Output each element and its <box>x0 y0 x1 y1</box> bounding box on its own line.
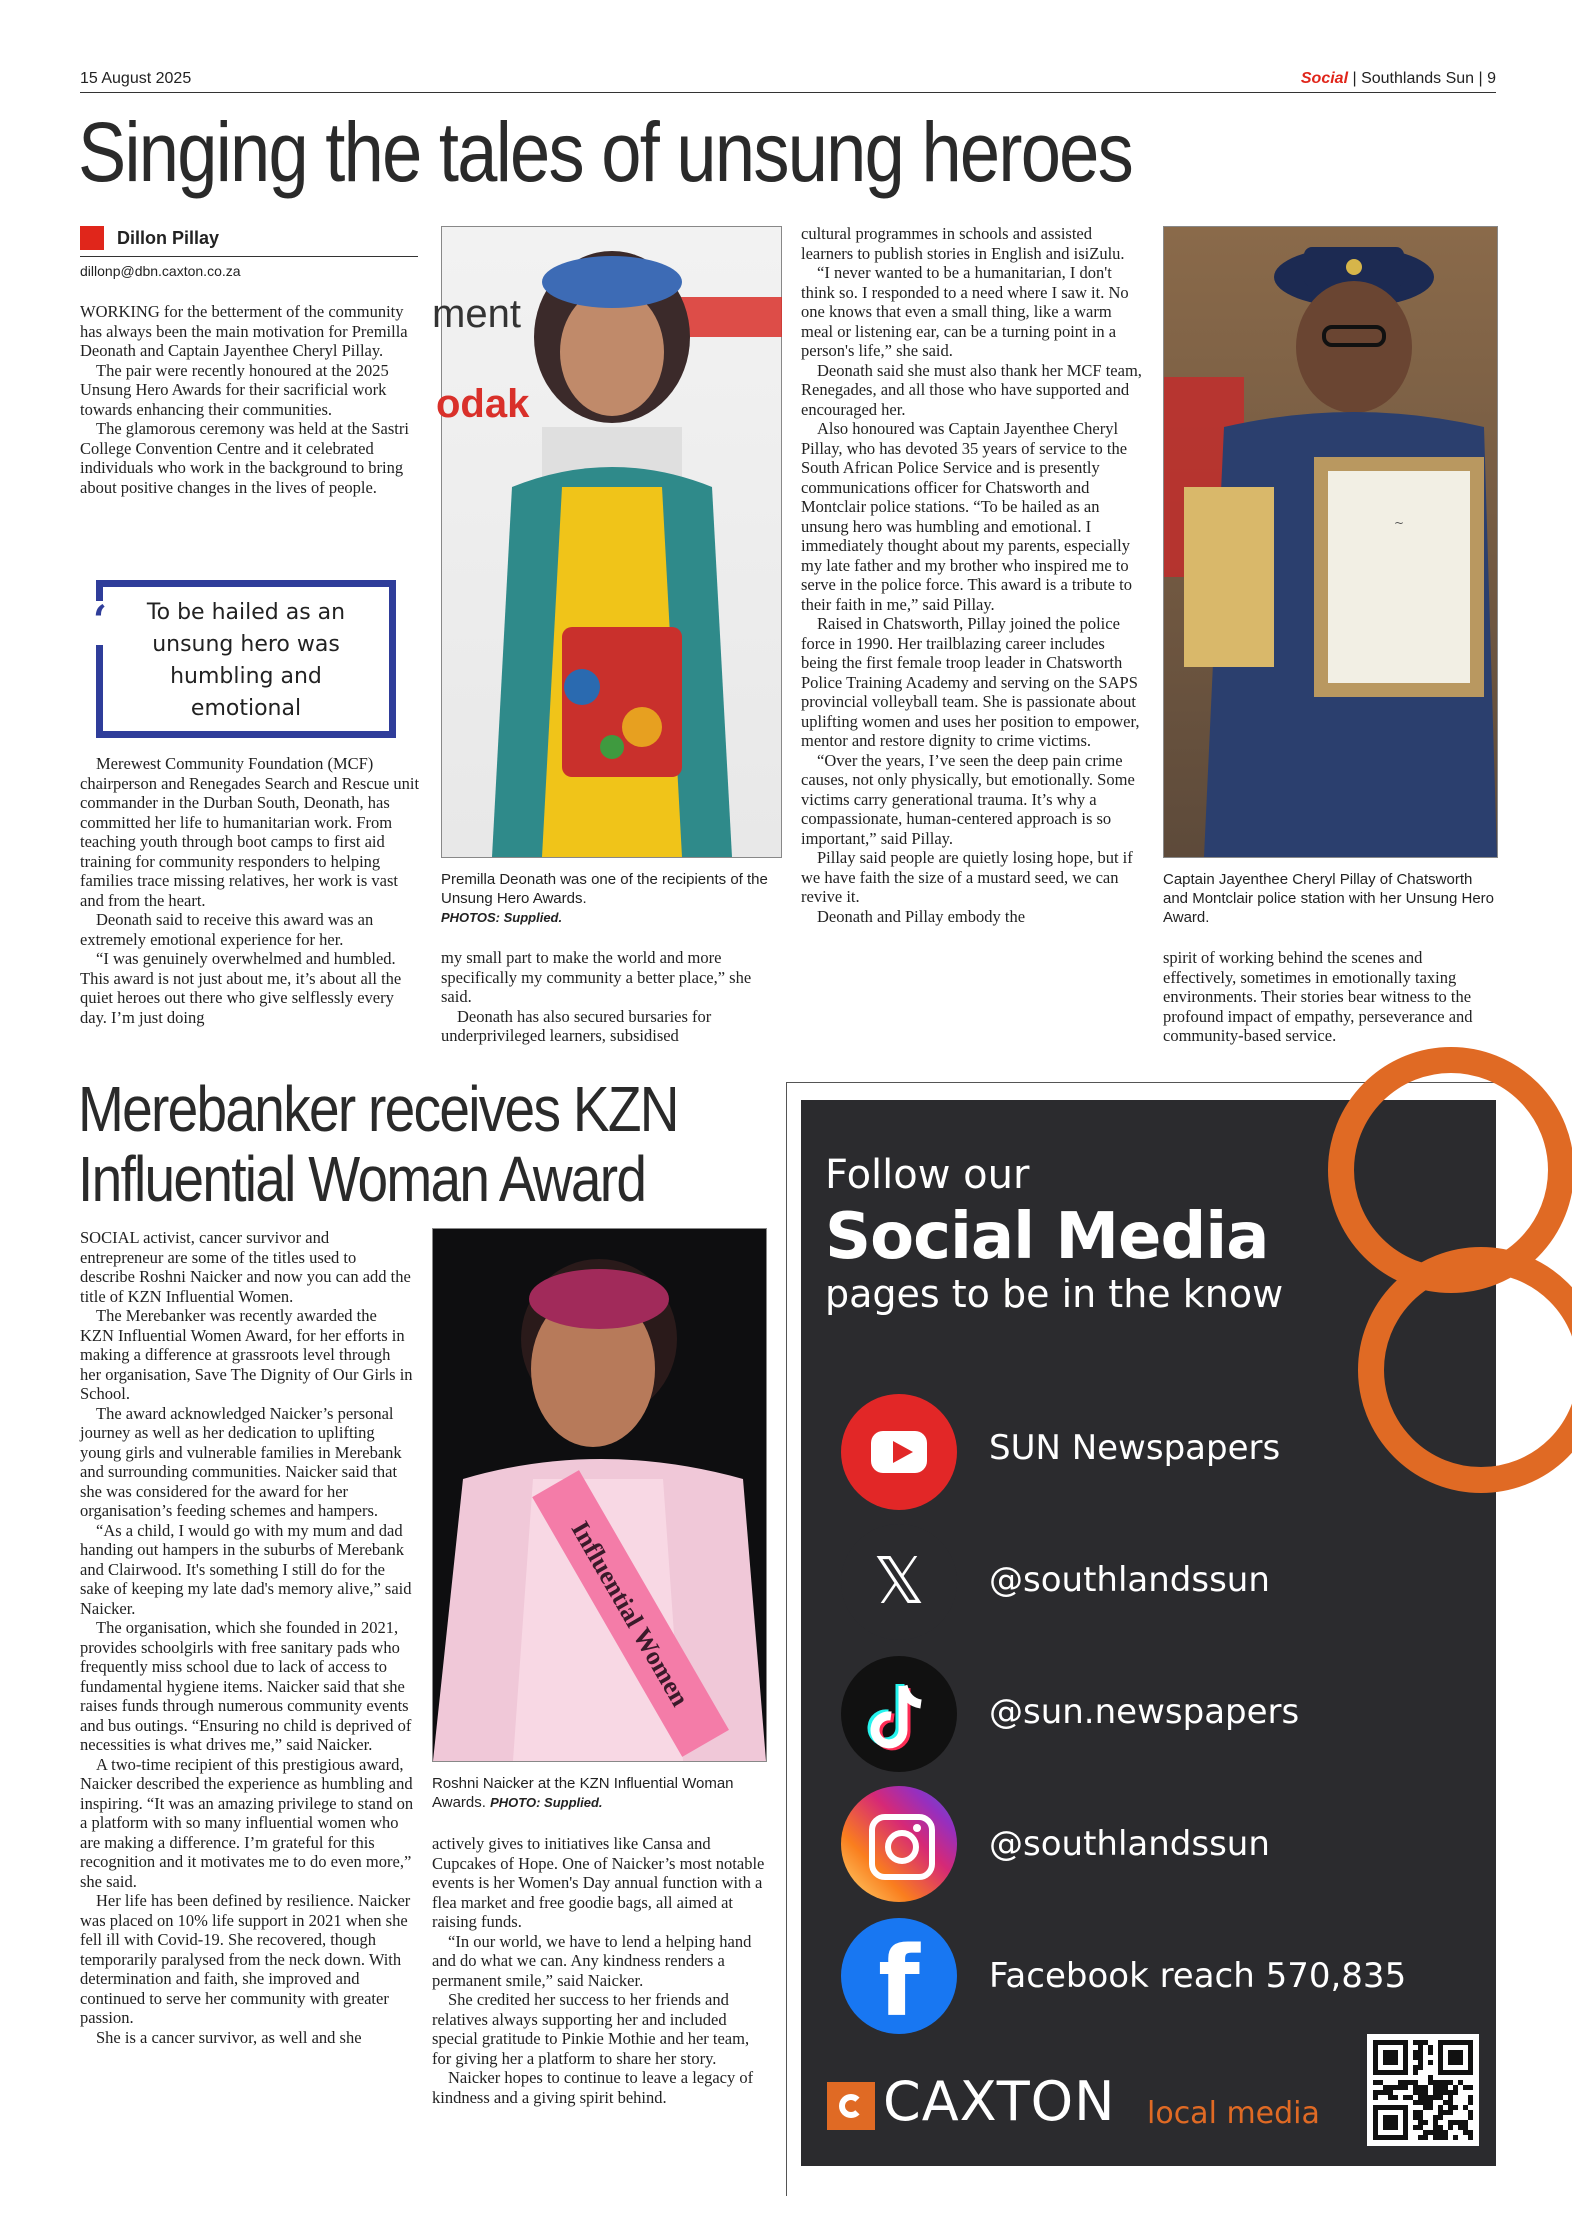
paragraph: The organisation, which she founded in 2021, provides schoolgirls with free sanitary pads who frequently miss school due to lack of access to fundamental hygiene items. Naicker said that she raises funds through numerous community events and bus outings. “Ensuring no child is deprived of necessities is what drives me,” said Naicker. <box>80 1618 412 1754</box>
paragraph: Pillay said people are quietly losing hope, but if we have faith the size of a mustard seed, we can revive it. <box>801 848 1133 906</box>
tiktok-icon[interactable] <box>841 1656 957 1772</box>
article2-headline <box>78 1074 678 1214</box>
photo1-caption <box>441 870 780 927</box>
ad-border-left <box>786 1082 787 2196</box>
photo-jayenthee-pillay <box>1163 226 1498 858</box>
photo-credit: PHOTOS: Supplied. <box>441 910 563 925</box>
backdrop-text: ment <box>432 292 521 336</box>
paragraph: actively gives to initiatives like Cansa and Cupcakes of Hope. One of Naicker’s most notable events is her Women's Day annual function with a flea market and free goodie bags, all aimed at raising funds. <box>432 1834 765 1931</box>
social-label-tiktok[interactable]: @sun.newspapers <box>989 1692 1300 1732</box>
paragraph: Deonath said she must also thank her MCF team, Renegades, and all those who have supported and encouraged her. <box>801 360 1142 419</box>
photo2-caption: Captain Jayenthee Cheryl Pillay of Chatsworth and Montclair police station with her Unsung Hero Award. <box>1163 871 1495 926</box>
paragraph: Raised in Chatsworth, Pillay joined the police force in 1990. Her trailblazing career includes being the first female troop leader in Chatsworth Police Training Academy and serving on the SAPS provincial volleyball team. She is passionate about uplifting women and uses her position to empower, mentor and restore dignity to crime victims. <box>801 614 1140 750</box>
paragraph: “I was genuinely overwhelmed and humbled. This award is not just about me, it’s about all the quiet heroes out there who give selflessly every day. I’m just doing <box>80 949 402 1027</box>
paragraph: “In our world, we have to lend a helping hand and do what we can. Any kindness renders a permanent smile,” said Naicker. <box>432 1931 752 1990</box>
paper-name: | Southlands Sun | 9 <box>1352 70 1496 87</box>
headline-line: Merebanker receives KZN <box>78 1073 678 1145</box>
ad-line3: pages to be in the know <box>825 1272 1284 1316</box>
backdrop-text-2: odak <box>436 382 530 426</box>
photo-illustration <box>432 227 781 857</box>
section-label <box>1301 70 1496 88</box>
paragraph: The glamorous ceremony was held at the Sastri College Convention Centre and it celebrated individuals who work in the background to bring about positive changes in the lives of people. <box>80 419 409 497</box>
byline-rule <box>80 256 418 257</box>
social-media-ad[interactable] <box>801 1100 1496 2166</box>
social-label-youtube[interactable]: SUN Newspapers <box>989 1428 1281 1468</box>
paragraph: Naicker hopes to continue to leave a legacy of kindness and a giving spirit behind. <box>432 2068 754 2107</box>
caxton-brand-sub: local media <box>1147 2096 1320 2131</box>
svg-text:~: ~ <box>1393 516 1405 530</box>
paragraph: “Over the years, I’ve seen the deep pain crime causes, not only physically, but emotionally. Some victims carry generational trauma. It’s why a compassionate, human-centered approach is so important,” said Pillay. <box>801 750 1135 848</box>
article1-col1-top <box>80 302 420 497</box>
article1-col4-bottom <box>1163 948 1499 1046</box>
paragraph: Deonath and Pillay embody the <box>817 906 1026 926</box>
paragraph: Her life has been defined by resilience. Naicker was placed on 10% life support in 2021 when she fell ill with Covid-19. She recovered, though temporarily paralysed from the neck down. With determination and faith, she improved and continued to serve her community with greater passion. <box>80 1891 411 2027</box>
paragraph: The pair were recently honoured at the 2025 Unsung Hero Awards for their sacrificial work towards enhancing their communities. <box>80 360 389 419</box>
paragraph: “I never wanted to be a humanitarian, I don't think so. I responded to a need where I saw it. No one knows that even a small thing, like a warm meal or listening ear, can be a turning point in a person's life,” she said. <box>801 263 1129 360</box>
caxton-brand: CAXTON <box>883 2070 1116 2133</box>
x-icon[interactable]: 𝕏 <box>841 1524 957 1640</box>
article1-col3 <box>801 224 1145 926</box>
section-name: Social <box>1300 70 1349 87</box>
article1-col1-bottom <box>80 754 420 1027</box>
qr-code[interactable] <box>1367 2034 1479 2146</box>
article1-headline: Singing the tales of unsung heroes <box>78 105 1133 199</box>
paragraph: WORKING for the betterment of the community has always been the main motivation for Premilla Deonath and Captain Jayenthee Cheryl Pillay. <box>80 302 408 360</box>
photo-premilla-deonath <box>432 226 782 858</box>
youtube-icon[interactable] <box>841 1394 957 1510</box>
paragraph: The award acknowledged Naicker’s personal journey as well as her dedication to uplifting young girls and vulnerable families in Merebank and surrounding communities. Naicker said that she was considered for the award for her organisation’s feeding schemes and hampers. <box>80 1403 402 1520</box>
facebook-icon[interactable]: f <box>841 1918 957 2034</box>
social-label-x[interactable]: @southlandssun <box>989 1560 1270 1600</box>
photo-illustration <box>433 1229 766 1761</box>
paragraph: Deonath said to receive this award was an extremely emotional experience for her. <box>80 910 374 949</box>
ad-line1: Follow our <box>825 1152 1030 1198</box>
header-rule <box>80 92 1496 93</box>
byline-marker <box>80 226 104 250</box>
caxton-logo-icon <box>827 2082 875 2130</box>
byline-email[interactable]: dillonp@dbn.caxton.co.za <box>80 263 241 279</box>
paragraph: cultural programmes in schools and assisted learners to publish stories in English and isiZulu. <box>801 224 1125 263</box>
photo-credit: PHOTO: Supplied. <box>490 1795 603 1810</box>
paragraph: “As a child, I would go with my mum and dad handing out hampers in the suburbs of Merebank and Clairwood. It's something I still do for the sake of keeping my late dad's memory alive,” said Naicker. <box>80 1520 412 1618</box>
pullquote-text: To be hailed as an unsung hero was humbling and emotional <box>146 600 346 721</box>
paragraph: The Merebanker was recently awarded the KZN Influential Women Award, for her efforts in making a difference at grassroots level through her organisation, Save The Dignity of Our Girls in School. <box>80 1306 413 1403</box>
paragraph: A two-time recipient of this prestigious award, Naicker described the experience as humbling and inspiring. “It was an amazing privilege to stand on a platform with so many influential women who are making a difference. I’m grateful for this recognition and it motivates me to do even more,” she said. <box>80 1754 414 1891</box>
paragraph: SOCIAL activist, cancer survivor and entrepreneur are some of the titles used to describe Roshni Naicker and now you can add the title of KZN Influential Women. <box>80 1228 411 1306</box>
paragraph: Merewest Community Foundation (MCF) chairperson and Renegades Search and Rescue unit commander in the Durban South, Deonath, has committed her life to humanitarian work. From teaching youth through boot camps to first aid training for community responders to helping families trace missing relatives, her work is vast and from the heart. <box>80 754 420 910</box>
quote-mark-icon: ‘ <box>93 597 107 644</box>
paragraph: She credited her success to her friends and relatives always supporting her and included special gratitude to Pinkie Mothie and her team, for giving her a platform to share her story. <box>432 1990 750 2068</box>
byline-author: Dillon Pillay <box>117 228 220 248</box>
article2-col1 <box>80 1228 414 2047</box>
sash-text: Influential Women <box>565 1516 695 1712</box>
article1-col2-bottom <box>441 948 780 1046</box>
paragraph: Deonath has also secured bursaries for underprivileged learners, subsidised <box>441 1006 712 1045</box>
paragraph: Also honoured was Captain Jayenthee Cheryl Pillay, who has devoted 35 years of service to the South African Police Service and is presently communications officer for Chatsworth and Montclair police stations. “To be hailed as an unsung hero was humbling and emotional. I immediately thought about my parents, especially my late father and my brother who inspired me to serve in the police force. This award is a tribute to their faith in me,” said Pillay. <box>801 419 1132 614</box>
photo-roshni-naicker <box>432 1228 767 1762</box>
headline-line: Influential Woman Award <box>78 1143 646 1215</box>
instagram-icon[interactable] <box>841 1786 957 1902</box>
caption-text: Roshni Naicker at the KZN Influential Woman Awards. <box>432 1775 734 1811</box>
caption-text: Premilla Deonath was one of the recipients of the Unsung Hero Awards. <box>441 871 768 907</box>
social-label-instagram[interactable]: @southlandssun <box>989 1824 1270 1864</box>
social-label-facebook[interactable]: Facebook reach 570,835 <box>989 1956 1407 1996</box>
pullquote-box <box>93 580 396 738</box>
decorative-rings <box>1261 1070 1521 1490</box>
ad-line2: Social Media <box>825 1200 1269 1274</box>
paragraph: spirit of working behind the scenes and effectively, sometimes in emotionally taxing environments. Their stories bear witness to the profound impact of empathy, perseverance and community-based service. <box>1163 948 1473 1045</box>
photo-illustration <box>1164 227 1497 857</box>
paragraph: She is a cancer survivor, as well and she <box>96 2027 362 2047</box>
issue-date: 15 August 2025 <box>80 70 192 87</box>
paragraph: my small part to make the world and more specifically my community a better place,” she said. <box>441 948 752 1006</box>
photo3-caption <box>432 1774 765 1812</box>
article2-col2 <box>432 1834 765 2107</box>
